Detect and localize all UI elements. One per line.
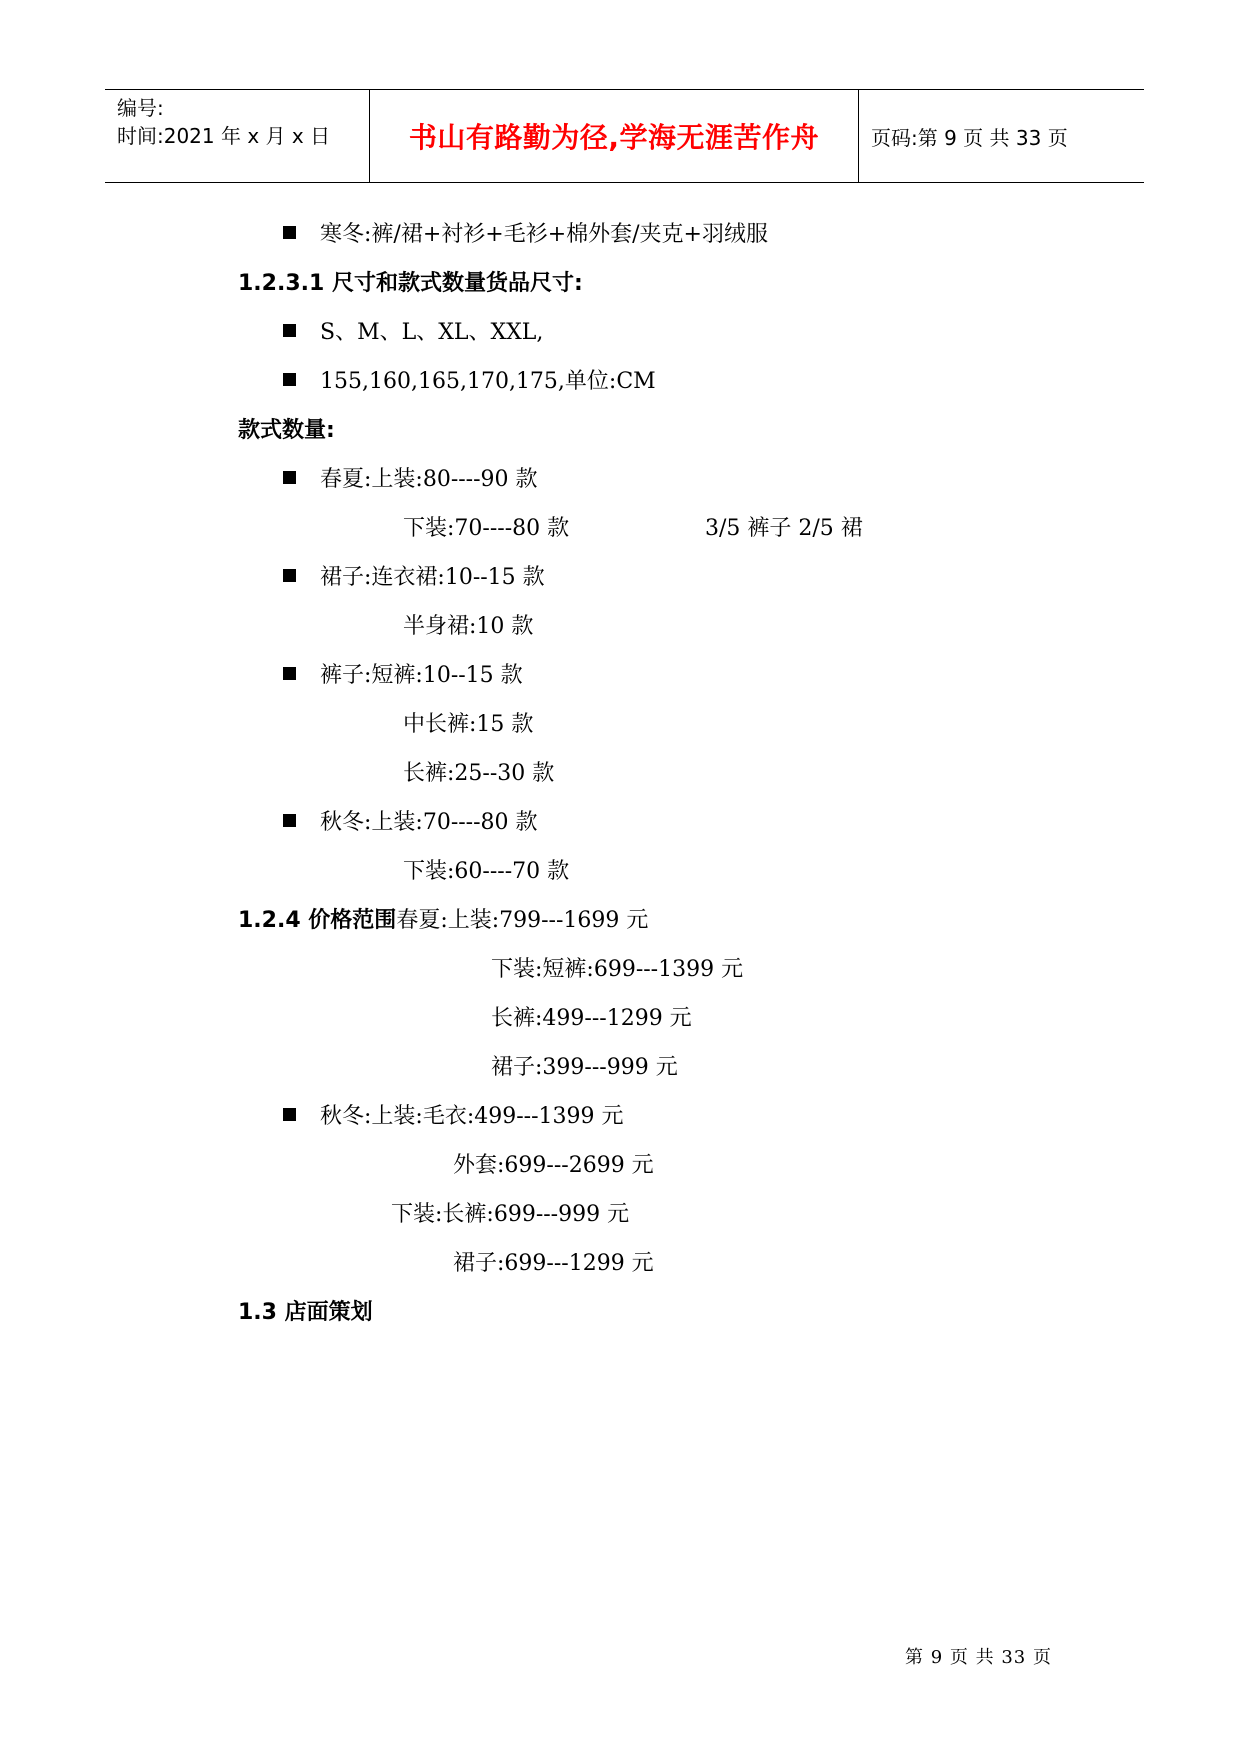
price-autumn-skirt: 裙子:699---1299 元 (453, 1251, 654, 1276)
spring-bottom-line: 下装:70----80 款 (403, 516, 570, 541)
bullet-icon (283, 373, 296, 386)
bullet-icon (283, 226, 296, 239)
footer-page-number: 第 9 页 共 33 页 (905, 1647, 1052, 1668)
skirt-half-line: 半身裙:10 款 (403, 614, 534, 639)
bullet-icon (283, 471, 296, 484)
spring-ratio-line: 3/5 裤子 2/5 裙 (705, 516, 863, 541)
sizes-numbers-line: 155,160,165,170,175,单位:CM (283, 367, 656, 397)
header-number-label: 编号: (117, 96, 164, 120)
price-spring-long: 长裤:499---1299 元 (491, 1006, 692, 1031)
pants-long-line: 长裤:25--30 款 (403, 761, 555, 786)
header-page-cell (859, 90, 1144, 182)
price-autumn-sweater-line: 秋冬:上装:毛衣:499---1399 元 (283, 1102, 624, 1132)
heading-styles: 款式数量: (238, 418, 335, 443)
price-spring-skirt: 裙子:399---999 元 (491, 1055, 678, 1080)
autumn-bottom-line: 下装:60----70 款 (403, 859, 570, 884)
price-spring-short: 下装:短裤:699---1399 元 (491, 957, 744, 982)
price-spring-top: 春夏:上装:799---1699 元 (396, 908, 649, 933)
skirt-dress-line: 裙子:连衣裙:10--15 款 (283, 563, 545, 593)
bullet-icon (283, 1108, 296, 1121)
header-meta (105, 90, 370, 182)
winter-line: 寒冬:裤/裙+衬衫+毛衫+棉外套/夹克+羽绒服 (283, 220, 768, 250)
header-motto: 书山有路勤为径,学海无涯苦作舟 (408, 121, 820, 154)
bullet-icon (283, 814, 296, 827)
header-motto-cell (370, 90, 859, 182)
header-page-label: 页码:第 9 页 共 33 页 (871, 125, 1068, 150)
price-autumn-coat: 外套:699---2699 元 (453, 1153, 654, 1178)
bullet-icon (283, 667, 296, 680)
heading-price: 1.2.4 价格范围 (238, 908, 397, 933)
header-date-label: 时间:2021 年 x 月 x 日 (117, 124, 331, 148)
sizes-letters-line: S、M、L、XL、XXL, (283, 318, 543, 348)
heading-store: 1.3 店面策划 (238, 1300, 373, 1325)
pants-mid-line: 中长裤:15 款 (403, 712, 534, 737)
pants-short-line: 裤子:短裤:10--15 款 (283, 661, 523, 691)
price-autumn-long: 下装:长裤:699---999 元 (391, 1202, 630, 1227)
spring-top-line: 春夏:上装:80----90 款 (283, 465, 538, 495)
document-header (105, 89, 1144, 183)
bullet-icon (283, 569, 296, 582)
heading-size: 1.2.3.1 尺寸和款式数量货品尺寸: (238, 271, 583, 296)
bullet-icon (283, 324, 296, 337)
price-heading-line (238, 906, 648, 936)
autumn-top-line: 秋冬:上装:70----80 款 (283, 808, 538, 838)
